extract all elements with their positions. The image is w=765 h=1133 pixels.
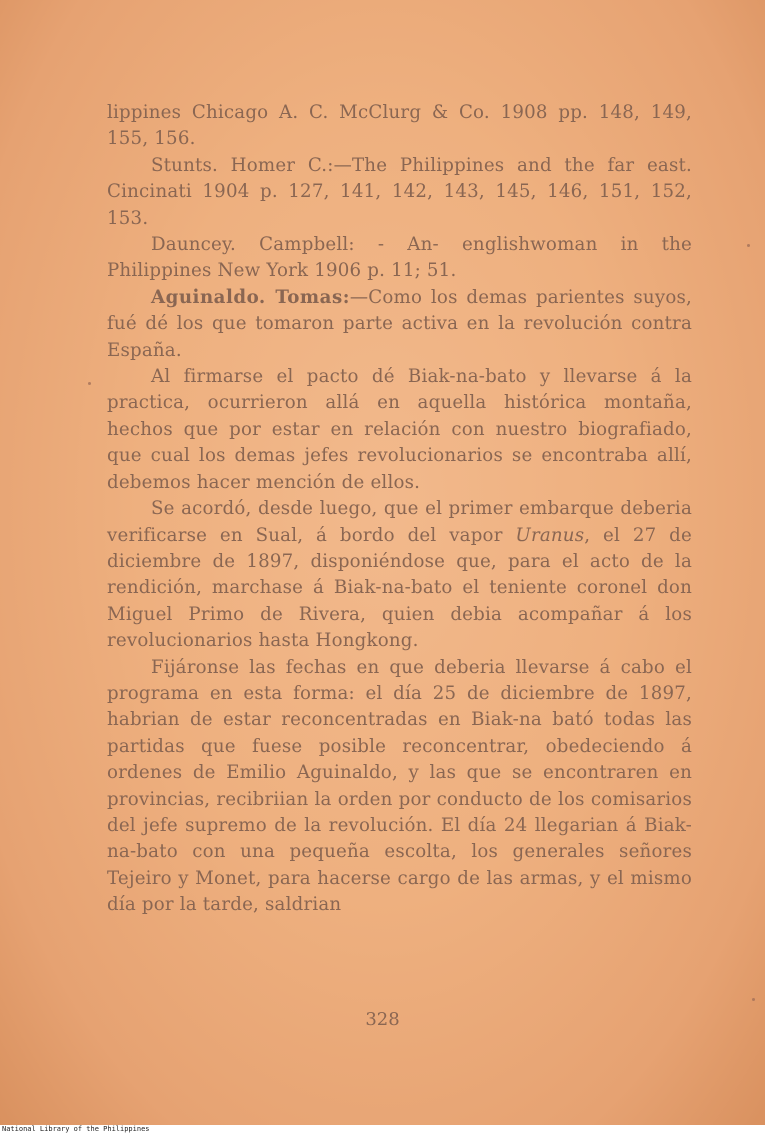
ship-name: Uranus bbox=[515, 524, 585, 546]
paragraph-5: Al firmarse el pacto dé Biak-na-bato y llevarse á la practica, ocurrieron allá en aquella histórica montaña, hechos que por estar en relación con nuestro biografiado, que cual los demas jefes revolucionarios se encontraba allí, debemos hacer mención de ellos. bbox=[107, 366, 692, 493]
speck bbox=[747, 244, 750, 247]
speck bbox=[88, 382, 91, 385]
paragraph-7: Fijáronse las fechas en que deberia llevarse á cabo el programa en esta forma: el día 25 de diciembre de 1897, habrian de estar reconcentradas en Biak-na bató todas las partidas que fuese posible reconcentrar, obedeciendo á ordenes de Emilio Aguinaldo, y las que se encontraren en provincias, recibriian la orden por conducto de los comisarios del jefe supremo de la revolución. El día 24 llegarian á Biak-na-bato con una pequeña escolta, los generales señores Tejeiro y Monet, para hacerse cargo de las armas, y el mismo día por la tarde, saldrian bbox=[107, 656, 692, 916]
entry-text: —Como los demas parientes suyos, fué dé los que tomaron parte activa en la revolución contra España. bbox=[107, 286, 692, 361]
entry-name: Aguinaldo. Tomas: bbox=[151, 286, 350, 308]
page-number: 328 bbox=[365, 1009, 400, 1030]
page-text bbox=[107, 100, 692, 919]
paragraph-1: lippines Chicago A. C. McClurg & Co. 1908 pp. 148, 149, 155, 156. bbox=[107, 102, 692, 150]
paragraph-2: Stunts. Homer C.:—The Philippines and the far east. Cincinati 1904 p. 127, 141, 142, 143, 145, 146, 151, 152, 153. bbox=[107, 154, 692, 229]
library-footer: National Library of the Philippines bbox=[2, 1125, 150, 1133]
paragraph-6-after: , el 27 de diciembre de 1897, disponiéndose que, para el acto de la rendición, marchase á Biak-na-bato el teniente coronel don Miguel Primo de Rivera, quien debia acompañar á los revolucionarios hasta Hongkong. bbox=[107, 524, 692, 652]
paragraph-4 bbox=[107, 285, 692, 364]
paragraph-3: Dauncey. Campbell: - An- englishwoman in the Philippines New York 1906 p. 11; 51. bbox=[107, 234, 692, 282]
paragraph-6-before: Se acordó, desde luego, que el primer embarque deberia verificarse en Sual, á bordo del vapor bbox=[107, 498, 692, 546]
paragraph-6 bbox=[107, 496, 692, 654]
speck bbox=[752, 998, 755, 1001]
